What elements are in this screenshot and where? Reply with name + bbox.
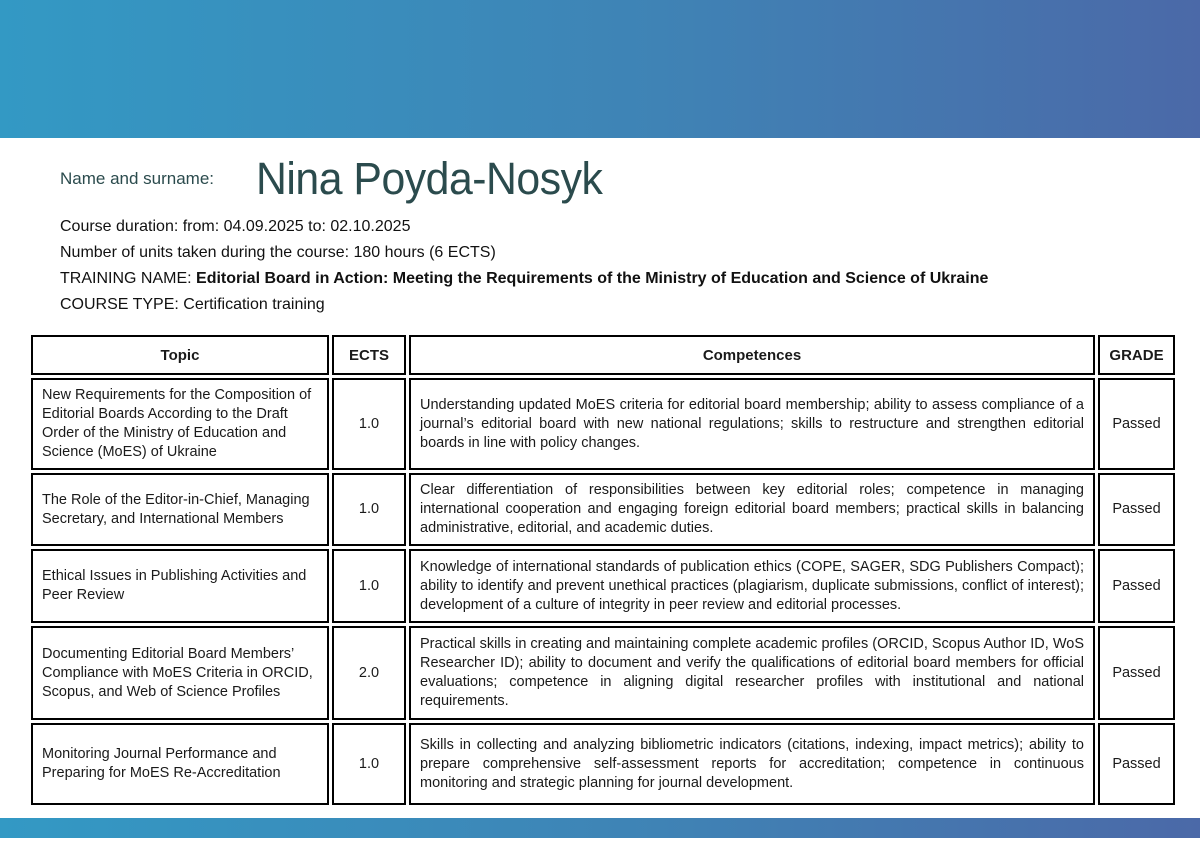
- name-value: Nina Poyda-Nosyk: [256, 153, 603, 204]
- grade-cell: Passed: [1098, 723, 1175, 805]
- certificate-table: [28, 332, 1178, 808]
- table-row: [31, 626, 1175, 720]
- certificate-content: [0, 138, 1200, 808]
- table-wrap: [28, 332, 1172, 808]
- training-name-line: [60, 266, 1172, 292]
- table-row: [31, 549, 1175, 623]
- ects-cell: 1.0: [332, 549, 406, 623]
- bottom-gradient-band: [0, 818, 1200, 838]
- table-row: [31, 473, 1175, 546]
- ects-cell: 2.0: [332, 626, 406, 720]
- table-row: [31, 723, 1175, 805]
- table-header-competences: Competences: [409, 335, 1095, 375]
- competences-cell: Skills in collecting and analyzing bibliometric indicators (citations, indexing, impact metrics); ability to prepare comprehensive self-assessment reports for accreditation; competence in continuous monitoring and strategic planning for journal development.: [409, 723, 1095, 805]
- course-units-text: Number of units taken during the course: 180 hours (6 ECTS): [60, 244, 496, 261]
- topic-cell: Documenting Editorial Board Members’ Compliance with MoES Criteria in ORCID, Scopus, and Web of Science Profiles: [31, 626, 329, 720]
- table-header-row: [31, 335, 1175, 375]
- topic-cell: Ethical Issues in Publishing Activities and Peer Review: [31, 549, 329, 623]
- course-info-block: [60, 214, 1172, 318]
- topic-cell: The Role of the Editor-in-Chief, Managing Secretary, and International Members: [31, 473, 329, 546]
- ects-cell: 1.0: [332, 723, 406, 805]
- topic-cell: Monitoring Journal Performance and Preparing for MoES Re-Accreditation: [31, 723, 329, 805]
- competences-cell: Knowledge of international standards of publication ethics (COPE, SAGER, SDG Publishers Compact); ability to identify and prevent unethical practices (plagiarism, duplicate submissions, conflict of interest); development of a culture of integrity in peer review and editorial processes.: [409, 549, 1095, 623]
- ects-cell: 1.0: [332, 378, 406, 470]
- table-header-topic: Topic: [31, 335, 329, 375]
- grade-cell: Passed: [1098, 473, 1175, 546]
- name-label: Name and surname:: [60, 169, 215, 188]
- training-name-value: Editorial Board in Action: Meeting the Requirements of the Ministry of Education and Science of Ukraine: [196, 270, 989, 287]
- course-duration-text: Course duration: from: 04.09.2025 to: 02.10.2025: [60, 218, 411, 235]
- name-row: [60, 150, 1172, 208]
- training-name-label: TRAINING NAME:: [60, 270, 197, 287]
- competences-cell: Clear differentiation of responsibilities between key editorial roles; competence in managing international cooperation and engaging foreign editorial board members; practical skills in balancing administrative, editorial, and academic duties.: [409, 473, 1095, 546]
- competences-cell: Practical skills in creating and maintaining complete academic profiles (ORCID, Scopus Author ID, WoS Researcher ID); ability to document and verify the qualifications of editorial board members for official evaluations; competence in aligning digital researcher profiles with institutional and national requirements.: [409, 626, 1095, 720]
- grade-cell: Passed: [1098, 626, 1175, 720]
- top-gradient-band: [0, 0, 1200, 138]
- topic-cell: New Requirements for the Composition of Editorial Boards According to the Draft Order of the Ministry of Education and Science (MoES) of Ukraine: [31, 378, 329, 470]
- table-header-ects: ECTS: [332, 335, 406, 375]
- grade-cell: Passed: [1098, 549, 1175, 623]
- table-row: [31, 378, 1175, 470]
- table-header-grade: GRADE: [1098, 335, 1175, 375]
- course-type-text: COURSE TYPE: Certification training: [60, 296, 325, 313]
- competences-cell: Understanding updated MoES criteria for editorial board membership; ability to assess compliance of a journal’s editorial board with new national regulations; skills to restructure and strengthen editorial boards in line with policy changes.: [409, 378, 1095, 470]
- ects-cell: 1.0: [332, 473, 406, 546]
- grade-cell: Passed: [1098, 378, 1175, 470]
